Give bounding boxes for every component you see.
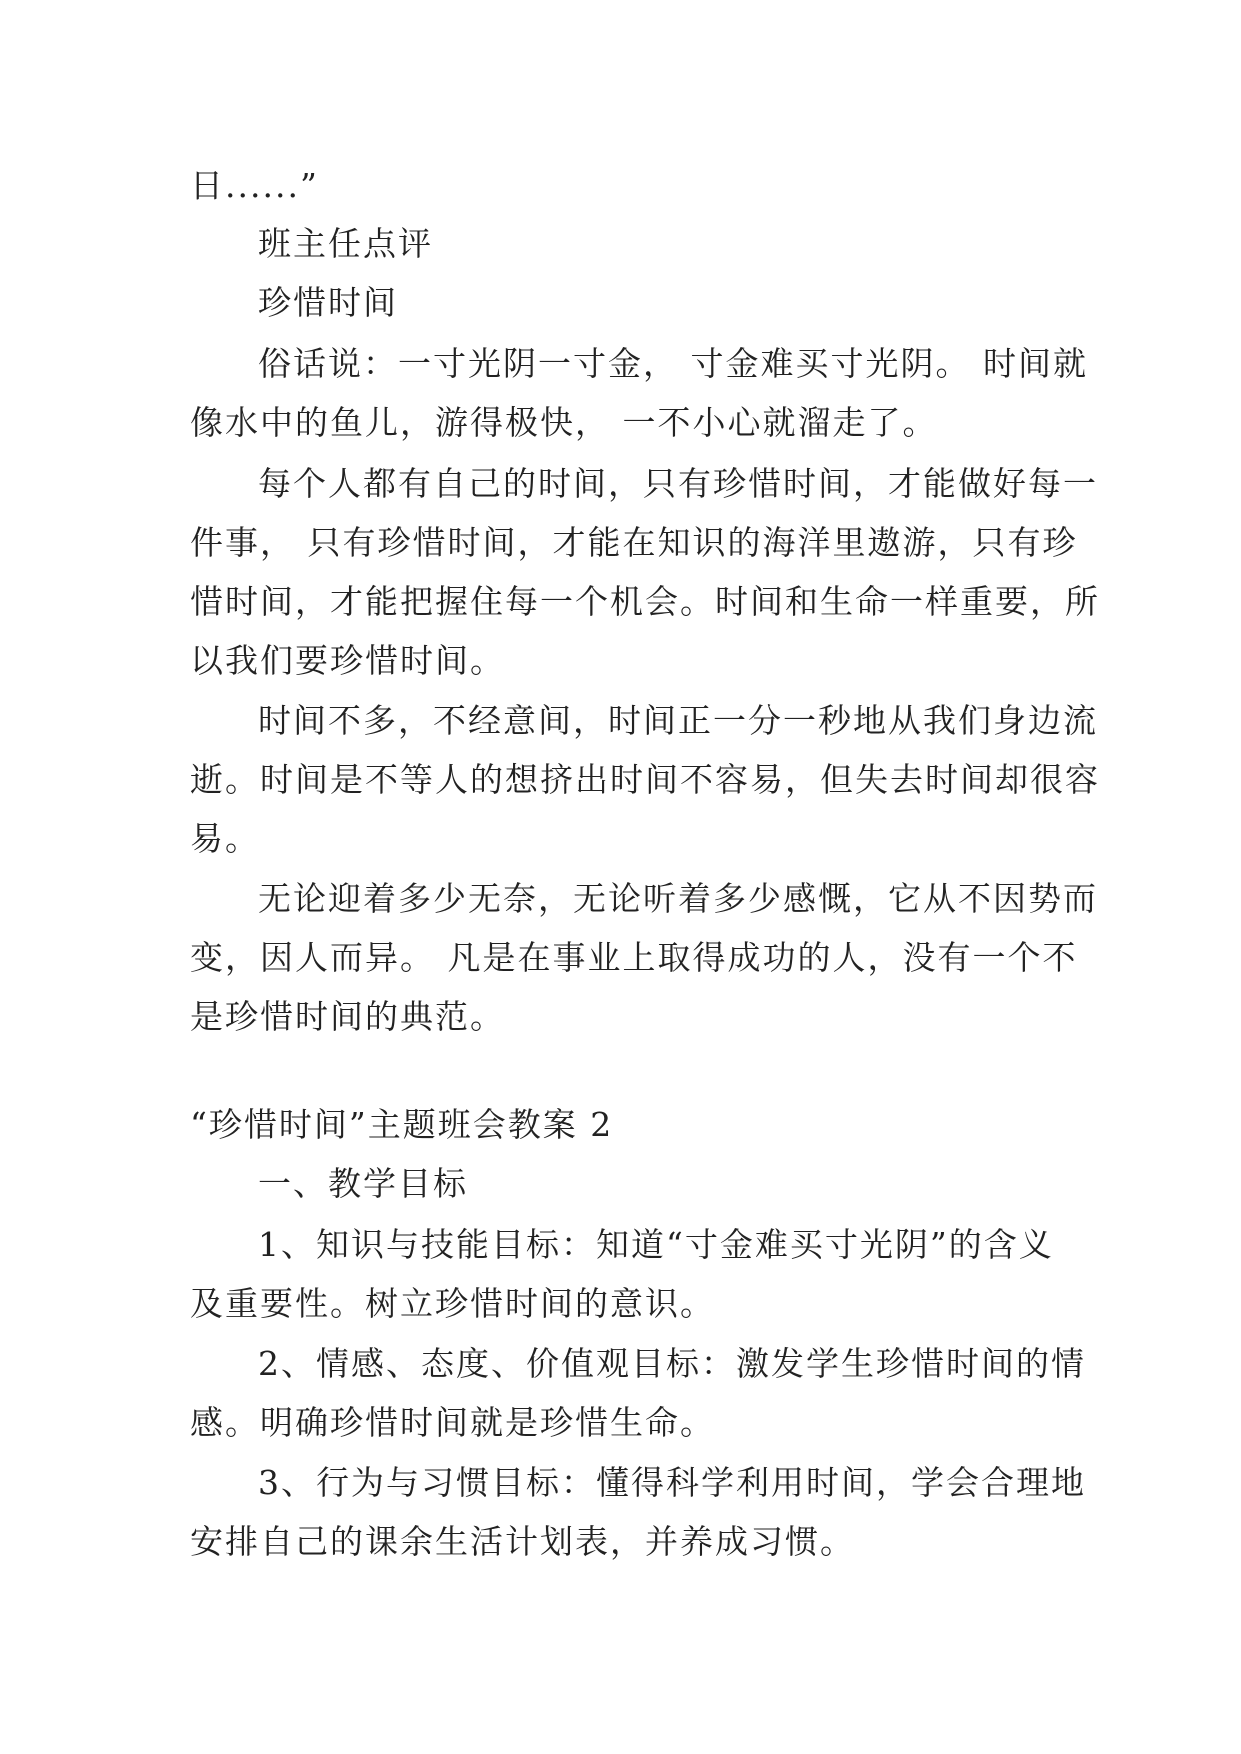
text-line: 像水中的鱼儿，游得极快， 一不小心就溜走了。 xyxy=(190,403,938,442)
paragraph-heading: 班主任点评 xyxy=(258,224,433,263)
section-heading: 一、教学目标 xyxy=(258,1164,468,1203)
section-title: “珍惜时间”主题班会教案 2 xyxy=(190,1105,614,1144)
text-line: 是珍惜时间的典范。 xyxy=(190,997,505,1036)
text-line: 安排自己的课余生活计划表，并养成习惯。 xyxy=(190,1522,855,1561)
text-line: 每个人都有自己的时间，只有珍惜时间，才能做好每一 xyxy=(258,464,1098,503)
text-line: 以我们要珍惜时间。 xyxy=(190,641,505,680)
text-line: 变，因人而异。 凡是在事业上取得成功的人，没有一个不 xyxy=(190,938,1078,977)
text-line: 3、行为与习惯目标：懂得科学利用时间，学会合理地 xyxy=(258,1463,1086,1502)
text-line: 时间不多，不经意间，时间正一分一秒地从我们身边流 xyxy=(258,701,1098,740)
paragraph-heading: 珍惜时间 xyxy=(258,283,398,322)
text-line: 易。 xyxy=(190,819,260,858)
text-line: 逝。时间是不等人的想挤出时间不容易，但失去时间却很容 xyxy=(190,760,1100,799)
text-line: 2、情感、态度、价值观目标：激发学生珍惜时间的情 xyxy=(258,1344,1086,1383)
text-line: 件事， 只有珍惜时间，才能在知识的海洋里遨游，只有珍 xyxy=(190,523,1078,562)
text-line: 感。明确珍惜时间就是珍惜生命。 xyxy=(190,1403,715,1442)
text-line: 1、知识与技能目标：知道“寸金难买寸光阴”的含义 xyxy=(258,1225,1054,1264)
text-line: 及重要性。树立珍惜时间的意识。 xyxy=(190,1284,715,1323)
text-line: 俗话说：一寸光阴一寸金， 寸金难买寸光阴。 时间就 xyxy=(258,344,1088,383)
text-line: 无论迎着多少无奈，无论听着多少感慨，它从不因势而 xyxy=(258,879,1098,918)
text-line: 日......” xyxy=(190,166,319,205)
text-line: 惜时间，才能把握住每一个机会。时间和生命一样重要，所 xyxy=(190,582,1100,621)
